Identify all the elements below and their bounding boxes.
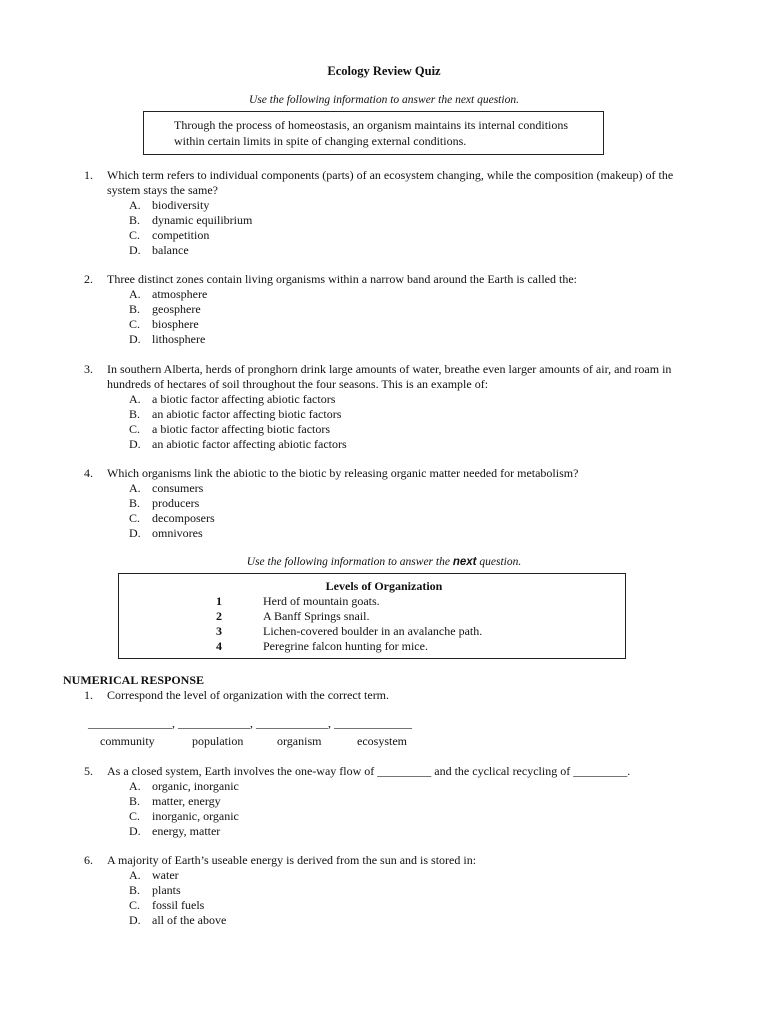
option-text: geosphere: [152, 302, 201, 316]
question-stem: [107, 272, 724, 287]
option-d[interactable]: [129, 332, 724, 347]
option-text: atmosphere: [152, 287, 208, 301]
question-number: 6.: [84, 853, 93, 867]
question-stem: Correspond the level of organization with the correct term.: [107, 688, 390, 702]
instruction-text-part: question.: [476, 556, 522, 568]
instruction-text-part: Use the following information to answer the: [246, 556, 453, 568]
option-letter: D.: [129, 526, 141, 540]
numerical-response-heading: NUMERICAL RESPONSE: [63, 673, 205, 687]
option-d[interactable]: [129, 526, 724, 541]
levels-row-number: 2: [216, 609, 222, 623]
question-1: [84, 168, 724, 258]
options-list: [129, 287, 724, 347]
levels-row-text: A Banff Springs snail.: [263, 609, 370, 623]
numerical-question: [84, 688, 724, 703]
question-stem-line: hundreds of hectares of soil throughout the four seasons. This is an example of:: [107, 377, 489, 391]
option-text: a biotic factor affecting biotic factors: [152, 422, 331, 436]
question-stem-line: A majority of Earth’s useable energy is derived from the sun and is stored in:: [107, 853, 477, 867]
question-stem: [107, 466, 724, 481]
option-text: plants: [152, 883, 181, 897]
levels-row-text: Herd of mountain goats.: [263, 594, 380, 608]
option-a[interactable]: [129, 198, 724, 213]
option-c[interactable]: [129, 898, 724, 913]
option-letter: A.: [129, 779, 141, 793]
option-text: water: [152, 868, 179, 882]
option-c[interactable]: [129, 511, 724, 526]
option-c[interactable]: [129, 317, 724, 332]
info-box: [143, 111, 604, 155]
option-text: dynamic equilibrium: [152, 213, 253, 227]
question-stem: [107, 853, 724, 868]
option-letter: D.: [129, 243, 141, 257]
option-text: matter, energy: [152, 794, 221, 808]
question-stem-line: Which organisms link the abiotic to the biotic by releasing organic matter needed for metabolism?: [107, 466, 579, 480]
answer-label: community: [100, 734, 155, 748]
option-letter: B.: [129, 883, 141, 897]
option-a[interactable]: [129, 481, 724, 496]
option-b[interactable]: [129, 302, 724, 317]
option-text: decomposers: [152, 511, 215, 525]
question-number: 4.: [84, 466, 93, 480]
option-text: biodiversity: [152, 198, 210, 212]
option-text: all of the above: [152, 913, 227, 927]
options-list: [129, 868, 724, 928]
option-letter: C.: [129, 809, 141, 823]
option-letter: D.: [129, 824, 141, 838]
levels-row-text: Lichen-covered boulder in an avalanche path.: [263, 624, 483, 638]
option-text: organic, inorganic: [152, 779, 239, 793]
question-stem-line: As a closed system, Earth involves the one-way flow of _________ and the cyclical recycling of _________.: [107, 764, 631, 778]
option-letter: B.: [129, 213, 141, 227]
option-a[interactable]: [129, 868, 724, 883]
option-b[interactable]: [129, 213, 724, 228]
option-letter: A.: [129, 392, 141, 406]
question-number: 3.: [84, 362, 93, 376]
instruction-text: Use the following information to answer the next question.: [249, 94, 519, 106]
option-text: inorganic, organic: [152, 809, 239, 823]
question-3: [84, 362, 724, 452]
option-text: an abiotic factor affecting biotic factors: [152, 407, 342, 421]
option-letter: A.: [129, 868, 141, 882]
option-letter: B.: [129, 794, 141, 808]
option-text: biosphere: [152, 317, 199, 331]
options-list: [129, 392, 724, 452]
options-list: [129, 198, 724, 258]
option-letter: C.: [129, 511, 141, 525]
levels-row-text: Peregrine falcon hunting for mice.: [263, 639, 428, 653]
option-letter: C.: [129, 898, 141, 912]
answer-label: ecosystem: [357, 734, 407, 748]
question-stem: [107, 764, 724, 779]
page-title: Ecology Review Quiz: [327, 64, 441, 78]
option-letter: B.: [129, 302, 141, 316]
option-letter: B.: [129, 496, 141, 510]
option-d[interactable]: [129, 243, 724, 258]
option-b[interactable]: [129, 496, 724, 511]
option-text: energy, matter: [152, 824, 221, 838]
option-letter: C.: [129, 422, 141, 436]
question-stem: [107, 168, 724, 198]
question-2: [84, 272, 724, 347]
option-letter: C.: [129, 317, 141, 331]
option-text: omnivores: [152, 526, 203, 540]
option-c[interactable]: [129, 422, 724, 437]
question-number: 1.: [84, 168, 93, 182]
answer-blanks[interactable]: ______________, ____________, ____________, _____________: [88, 716, 412, 730]
question-stem-line: Three distinct zones contain living organisms within a narrow band around the Earth is called the:: [107, 272, 577, 286]
option-letter: D.: [129, 913, 141, 927]
info-box-line: within certain limits in spite of changing external conditions.: [174, 134, 467, 148]
option-b[interactable]: [129, 883, 724, 898]
option-text: producers: [152, 496, 200, 510]
question-stem-line: Which term refers to individual components (parts) of an ecosystem changing, while the composition (makeup) of the: [107, 168, 674, 182]
levels-heading: Levels of Organization: [325, 579, 443, 593]
option-letter: A.: [129, 287, 141, 301]
option-a[interactable]: [129, 287, 724, 302]
option-d[interactable]: [129, 824, 724, 839]
option-text: consumers: [152, 481, 204, 495]
option-text: fossil fuels: [152, 898, 205, 912]
option-letter: B.: [129, 407, 141, 421]
option-text: balance: [152, 243, 189, 257]
levels-row-number: 4: [216, 639, 222, 653]
question-stem: [107, 362, 724, 392]
question-number: 5.: [84, 764, 93, 778]
question-number: 2.: [84, 272, 93, 286]
option-c[interactable]: [129, 228, 724, 243]
question-number: 1.: [84, 688, 93, 702]
question-stem-line: system stays the same?: [107, 183, 218, 197]
option-a[interactable]: [129, 779, 724, 794]
question-4: [84, 466, 724, 541]
question-6: [84, 853, 724, 928]
info-box-line: Through the process of homeostasis, an organism maintains its internal conditions: [174, 118, 569, 132]
option-text: an abiotic factor affecting abiotic factors: [152, 437, 347, 451]
options-list: [129, 779, 724, 839]
option-text: a biotic factor affecting abiotic factors: [152, 392, 336, 406]
levels-row-number: 1: [216, 594, 222, 608]
instruction-text: [0, 556, 768, 568]
levels-row-number: 3: [216, 624, 222, 638]
question-stem-line: In southern Alberta, herds of pronghorn drink large amounts of water, breathe even larger amounts of air, and roam in: [107, 362, 672, 376]
instruction-emphasis: next: [452, 556, 477, 568]
option-d[interactable]: [129, 437, 724, 452]
option-letter: A.: [129, 198, 141, 212]
answer-label: population: [192, 734, 244, 748]
question-5: [84, 764, 724, 839]
option-b[interactable]: [129, 794, 724, 809]
option-d[interactable]: [129, 913, 724, 928]
option-letter: D.: [129, 332, 141, 346]
option-letter: D.: [129, 437, 141, 451]
option-text: lithosphere: [152, 332, 206, 346]
option-a[interactable]: [129, 392, 724, 407]
levels-box: [118, 573, 626, 659]
option-c[interactable]: [129, 809, 724, 824]
answer-label: organism: [277, 734, 322, 748]
option-text: competition: [152, 228, 210, 242]
option-letter: C.: [129, 228, 141, 242]
option-b[interactable]: [129, 407, 724, 422]
options-list: [129, 481, 724, 541]
option-letter: A.: [129, 481, 141, 495]
